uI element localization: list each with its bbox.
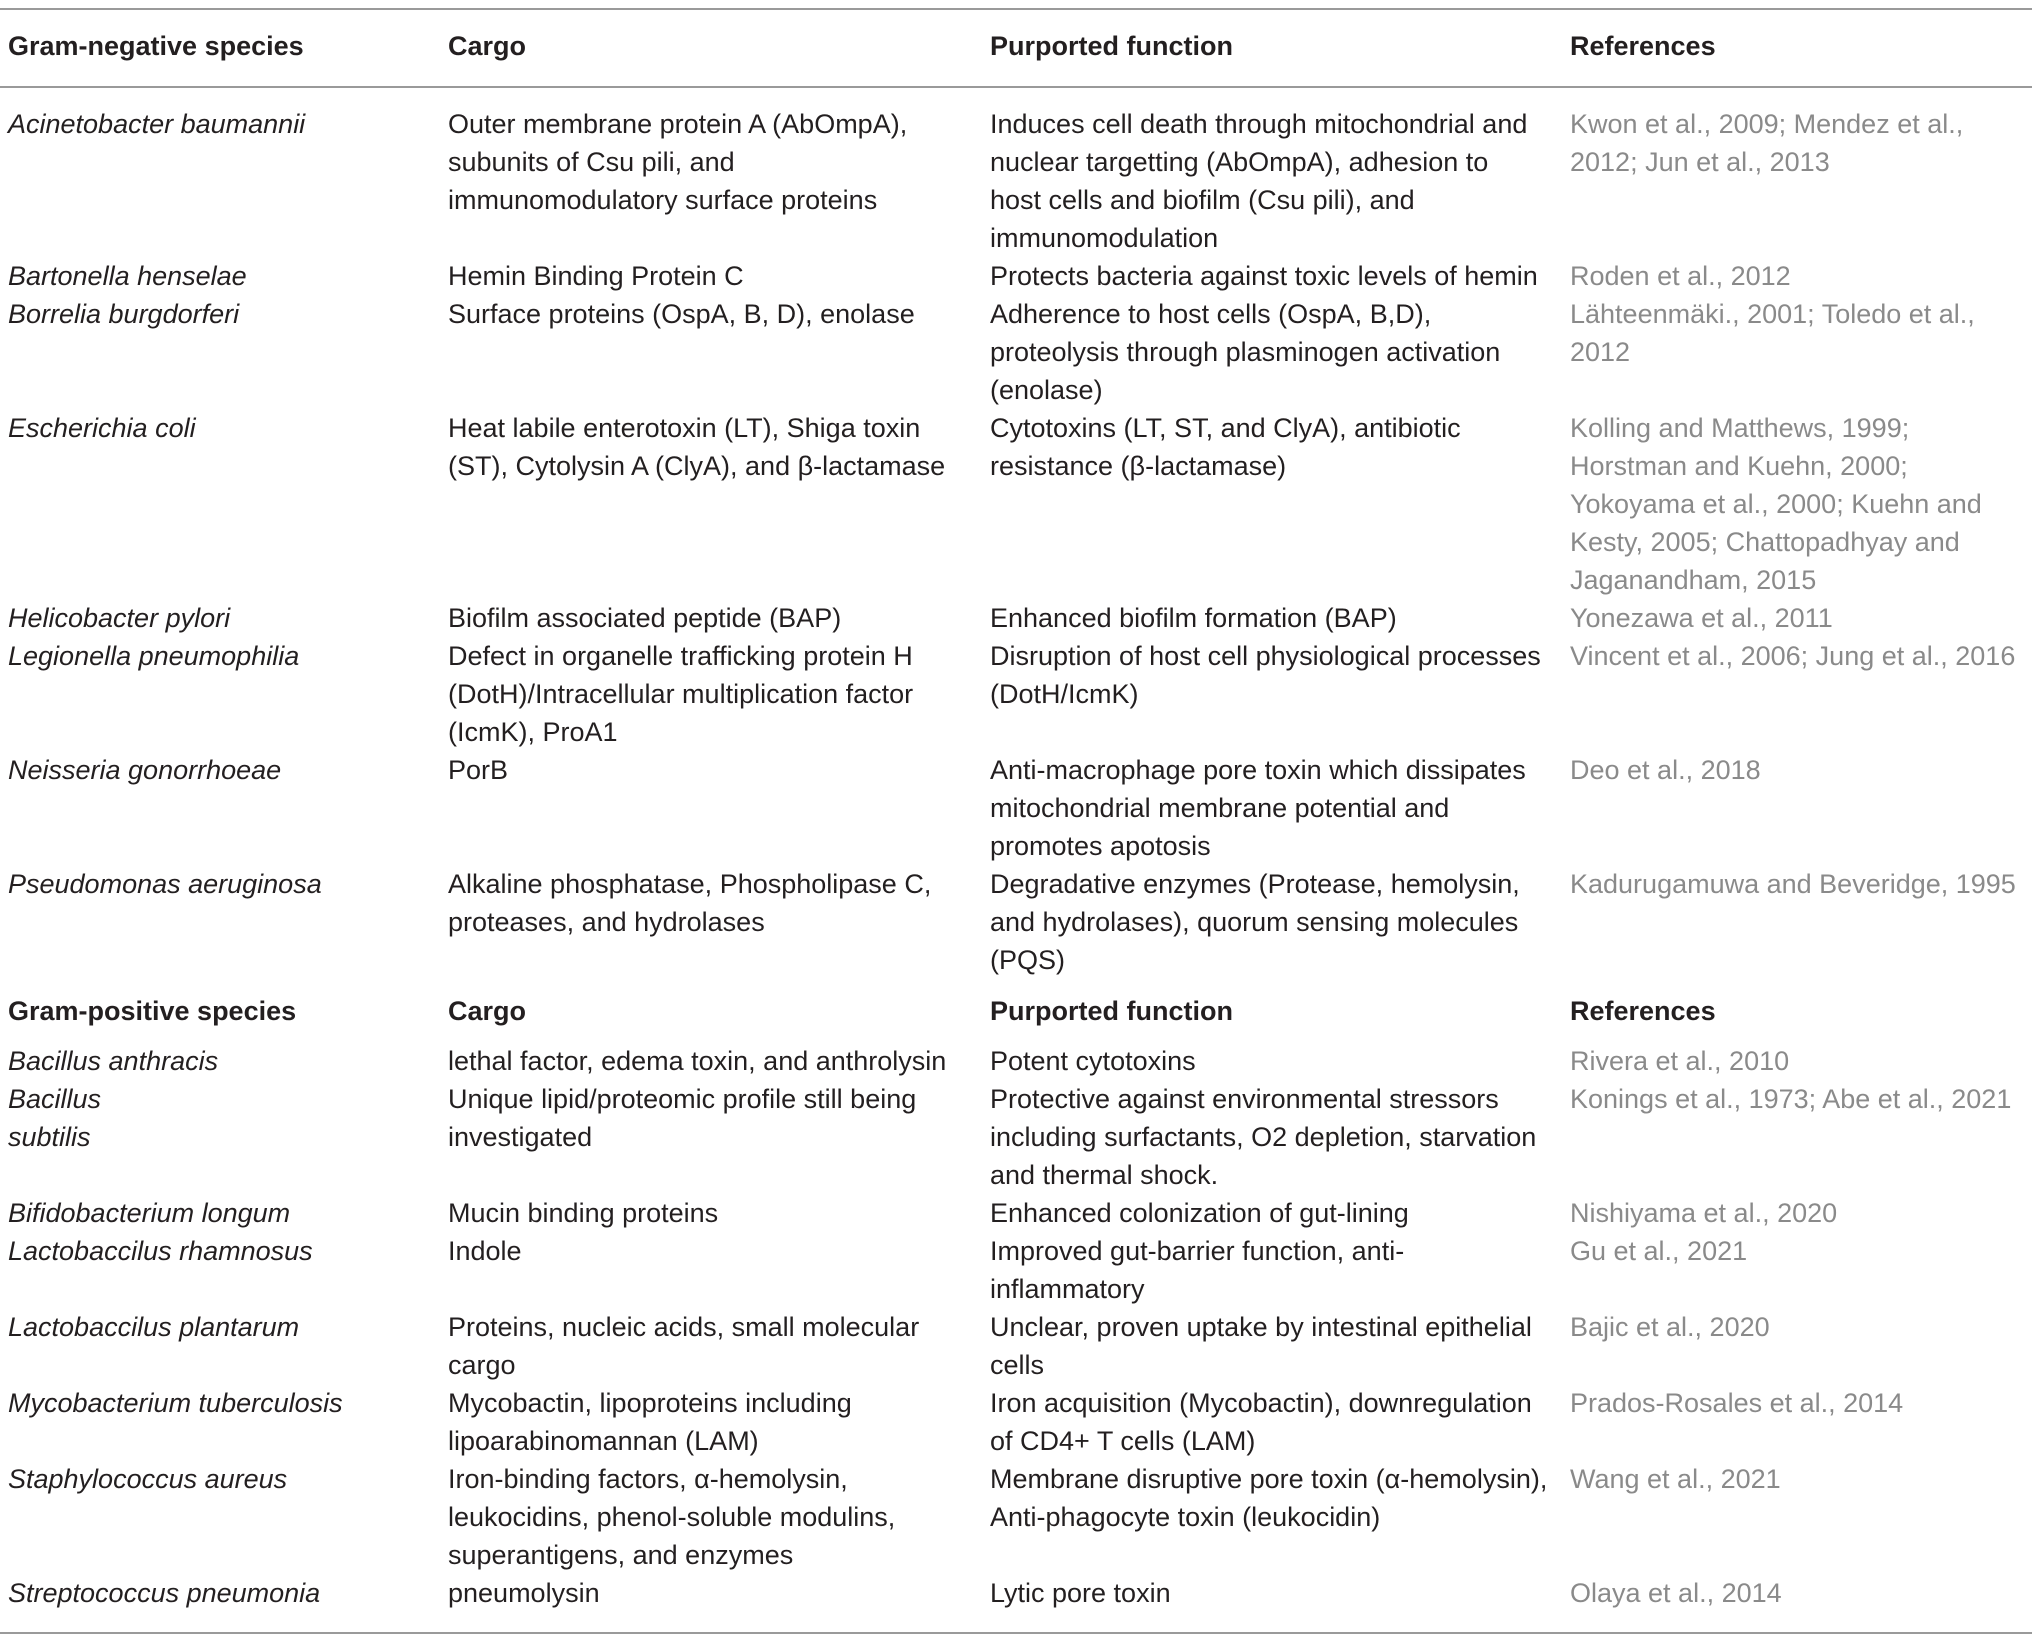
references-cell: Konings et al., 1973; Abe et al., 2021	[1570, 1084, 2012, 1114]
species-cell: Mycobacterium tuberculosis	[8, 1388, 343, 1418]
cargo-cell: lethal factor, edema toxin, and anthrolysin	[448, 1046, 947, 1076]
references-cell: Vincent et al., 2006; Jung et al., 2016	[1570, 641, 2016, 671]
references-cell: Wang et al., 2021	[1570, 1464, 1781, 1494]
species-cell: Legionella pneumophilia	[8, 641, 300, 671]
header-references: References	[1570, 996, 1716, 1026]
function-cell: Protects bacteria against toxic levels of hemin	[990, 261, 1538, 291]
header-function: Purported function	[990, 31, 1233, 61]
species-cell: Bartonella henselae	[8, 261, 247, 291]
function-cell: Potent cytotoxins	[990, 1046, 1196, 1076]
function-cell: Disruption of host cell physiological processes (DotH/IcmK)	[990, 641, 1541, 709]
function-cell: Degradative enzymes (Protease, hemolysin, and hydrolases), quorum sensing molecules (PQS)	[990, 869, 1520, 975]
table-top-rule	[0, 8, 2032, 10]
function-cell: Anti-macrophage pore toxin which dissipates mitochondrial membrane potential and promotes apotosis	[990, 755, 1526, 861]
references-cell: Prados-Rosales et al., 2014	[1570, 1388, 1904, 1418]
species-cell: Staphylococcus aureus	[8, 1464, 288, 1494]
function-cell: Enhanced biofilm formation (BAP)	[990, 603, 1397, 633]
function-cell: Iron acquisition (Mycobactin), downregulation of CD4+ T cells (LAM)	[990, 1388, 1532, 1456]
species-cell: Helicobacter pylori	[8, 603, 231, 633]
species-cell: Streptococcus pneumonia	[8, 1578, 321, 1608]
references-cell: Kadurugamuwa and Beveridge, 1995	[1570, 869, 2016, 899]
references-cell: Deo et al., 2018	[1570, 755, 1761, 785]
cargo-cell: Heat labile enterotoxin (LT), Shiga toxin (ST), Cytolysin A (ClyA), and β-lactamase	[448, 413, 946, 481]
species-cell: Lactobaccilus plantarum	[8, 1312, 300, 1342]
references-cell: Lähteenmäki., 2001; Toledo et al., 2012	[1570, 299, 1975, 367]
species-cell: Escherichia coli	[8, 413, 196, 443]
cargo-cell: PorB	[448, 755, 509, 785]
header-species: Gram-negative species	[8, 31, 304, 61]
references-cell: Rivera et al., 2010	[1570, 1046, 1790, 1076]
cargo-cell: Biofilm associated peptide (BAP)	[448, 603, 842, 633]
references-cell: Nishiyama et al., 2020	[1570, 1198, 1838, 1228]
species-cell: Borrelia burgdorferi	[8, 299, 240, 329]
function-cell: Lytic pore toxin	[990, 1578, 1171, 1608]
species-cell: Acinetobacter baumannii	[8, 109, 306, 139]
references-cell: Roden et al., 2012	[1570, 261, 1791, 291]
function-cell: Adherence to host cells (OspA, B,D), proteolysis through plasminogen activation (enolase)	[990, 299, 1501, 405]
cargo-cell: Alkaline phosphatase, Phospholipase C, proteases, and hydrolases	[448, 869, 932, 937]
header-cargo: Cargo	[448, 996, 527, 1026]
header-references: References	[1570, 31, 1716, 61]
cargo-cell: Mycobactin, lipoproteins including lipoarabinomannan (LAM)	[448, 1388, 852, 1456]
references-cell: Gu et al., 2021	[1570, 1236, 1748, 1266]
species-cell: Bacillus anthracis	[8, 1046, 219, 1076]
species-cell: Lactobaccilus rhamnosus	[8, 1236, 313, 1266]
header-species: Gram-positive species	[8, 996, 297, 1026]
cargo-cell: Mucin binding proteins	[448, 1198, 719, 1228]
references-cell: Kolling and Matthews, 1999; Horstman and Kuehn, 2000; Yokoyama et al., 2000; Kuehn and Kesty, 2005; Chattopadhyay and Jaganandham, 2015	[1570, 413, 1982, 595]
function-cell: Enhanced colonization of gut-lining	[990, 1198, 1409, 1228]
function-cell: Improved gut-barrier function, anti- inflammatory	[990, 1236, 1405, 1304]
references-cell: Olaya et al., 2014	[1570, 1578, 1782, 1608]
cargo-cell: Surface proteins (OspA, B, D), enolase	[448, 299, 915, 329]
species-cell: Bifidobacterium longum	[8, 1198, 291, 1228]
references-cell: Yonezawa et al., 2011	[1570, 603, 1833, 633]
function-cell: Cytotoxins (LT, ST, and ClyA), antibiotic resistance (β-lactamase)	[990, 413, 1461, 481]
cargo-cell: Hemin Binding Protein C	[448, 261, 744, 291]
function-cell: Unclear, proven uptake by intestinal epithelial cells	[990, 1312, 1532, 1380]
species-cell: Bacillus subtilis	[8, 1084, 102, 1152]
header-function: Purported function	[990, 996, 1233, 1026]
references-cell: Kwon et al., 2009; Mendez et al., 2012; Jun et al., 2013	[1570, 109, 1964, 177]
cargo-cell: Iron-binding factors, α-hemolysin, leukocidins, phenol-soluble modulins, superantigens, and enzymes	[448, 1464, 896, 1570]
header-cargo: Cargo	[448, 31, 527, 61]
references-cell: Bajic et al., 2020	[1570, 1312, 1770, 1342]
function-cell: Induces cell death through mitochondrial and nuclear targetting (AbOmpA), adhesion to host cells and biofilm (Csu pili), and immunomodulation	[990, 109, 1528, 253]
species-cell: Neisseria gonorrhoeae	[8, 755, 282, 785]
cargo-cell: pneumolysin	[448, 1578, 600, 1608]
cargo-cell: Unique lipid/proteomic profile still being investigated	[448, 1084, 917, 1152]
function-cell: Membrane disruptive pore toxin (α-hemolysin), Anti-phagocyte toxin (leukocidin)	[990, 1464, 1548, 1532]
cargo-cell: Proteins, nucleic acids, small molecular cargo	[448, 1312, 920, 1380]
header-bottom-rule	[0, 86, 2032, 88]
cargo-cell: Indole	[448, 1236, 522, 1266]
function-cell: Protective against environmental stressors including surfactants, O2 depletion, starvation and thermal shock.	[990, 1084, 1537, 1190]
species-cell: Pseudomonas aeruginosa	[8, 869, 322, 899]
cargo-cell: Defect in organelle trafficking protein H (DotH)/Intracellular multiplication factor (IcmK), ProA1	[448, 641, 914, 747]
cargo-cell: Outer membrane protein A (AbOmpA), subunits of Csu pili, and immunomodulatory surface proteins	[448, 109, 908, 215]
